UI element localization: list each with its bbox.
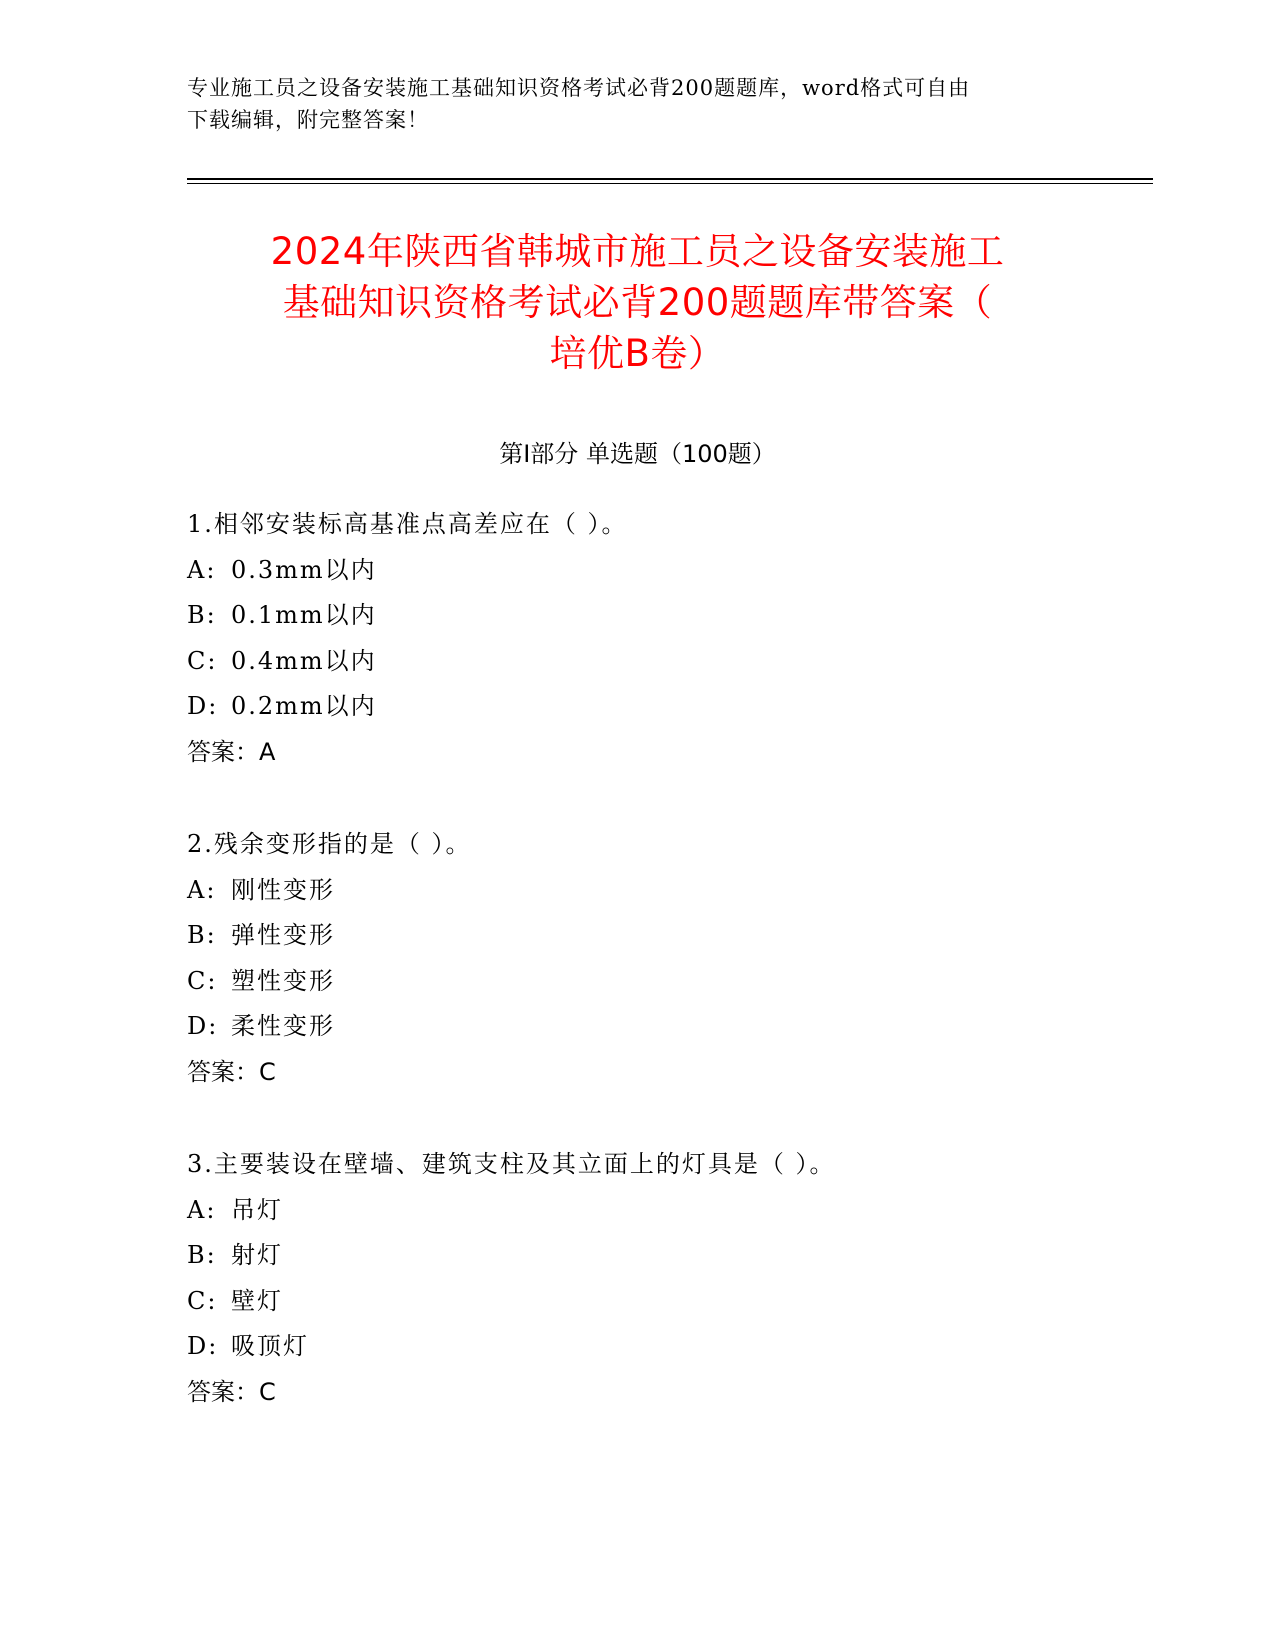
title-line-1: 2024年陕西省韩城市施工员之设备安装施工 bbox=[270, 230, 1005, 273]
option-letter: C: bbox=[187, 966, 218, 995]
option-letter: A: bbox=[187, 1195, 217, 1224]
option-c bbox=[187, 1279, 1187, 1325]
option-a bbox=[187, 1188, 1187, 1234]
header-note-line-2: 下载编辑，附完整答案！ bbox=[187, 108, 429, 132]
option-text: 0.1mm以内 bbox=[231, 601, 377, 629]
question-stem: 2.残余变形指的是（ ）。 bbox=[187, 830, 472, 858]
option-a bbox=[187, 548, 1187, 594]
answer-key: 答案：A bbox=[187, 737, 276, 766]
option-letter: B: bbox=[187, 601, 217, 629]
option-text: 0.4mm以内 bbox=[231, 646, 377, 675]
option-a bbox=[187, 868, 1187, 914]
header-note-line-1: 专业施工员之设备安装施工基础知识资格考试必背200题题库，word格式可自由 bbox=[187, 76, 971, 100]
question-3 bbox=[187, 1142, 1187, 1415]
section-heading: 第I部分 单选题（100题） bbox=[499, 440, 776, 468]
option-b bbox=[187, 913, 1187, 959]
option-c bbox=[187, 639, 1187, 685]
option-text: 吊灯 bbox=[231, 1195, 283, 1224]
option-d bbox=[187, 1004, 1187, 1050]
option-text: 壁灯 bbox=[231, 1286, 283, 1315]
option-d bbox=[187, 684, 1187, 730]
option-text: 0.3mm以内 bbox=[231, 555, 377, 584]
title-line-2: 基础知识资格考试必背200题题库带答案（ bbox=[282, 281, 993, 324]
option-text: 塑性变形 bbox=[231, 966, 335, 995]
document-title bbox=[150, 226, 1125, 379]
header-divider-thin bbox=[187, 183, 1153, 184]
option-text: 柔性变形 bbox=[231, 1012, 335, 1040]
option-letter: D: bbox=[187, 692, 219, 720]
option-letter: B: bbox=[187, 1241, 217, 1269]
option-b bbox=[187, 1233, 1187, 1279]
answer-key: 答案：C bbox=[187, 1057, 276, 1086]
option-letter: A: bbox=[187, 875, 217, 904]
option-d bbox=[187, 1324, 1187, 1370]
option-letter: C: bbox=[187, 1286, 218, 1315]
question-2 bbox=[187, 822, 1187, 1095]
option-text: 射灯 bbox=[231, 1241, 283, 1269]
title-line-3: 培优B卷） bbox=[549, 332, 726, 375]
question-1 bbox=[187, 502, 1187, 775]
option-text: 吸顶灯 bbox=[231, 1332, 309, 1360]
option-letter: D: bbox=[187, 1332, 219, 1360]
option-text: 0.2mm以内 bbox=[231, 692, 377, 720]
option-letter: B: bbox=[187, 921, 217, 949]
option-text: 刚性变形 bbox=[231, 875, 335, 904]
option-letter: D: bbox=[187, 1012, 219, 1040]
header-divider-thick bbox=[187, 178, 1153, 180]
option-c bbox=[187, 959, 1187, 1005]
option-b bbox=[187, 593, 1187, 639]
header-note bbox=[187, 72, 1087, 136]
option-text: 弹性变形 bbox=[231, 921, 335, 949]
option-letter: C: bbox=[187, 646, 218, 675]
answer-key: 答案：C bbox=[187, 1377, 276, 1406]
question-stem: 3.主要装设在壁墙、建筑支柱及其立面上的灯具是（ ）。 bbox=[187, 1150, 836, 1178]
question-stem: 1.相邻安装标高基准点高差应在（ ）。 bbox=[187, 510, 628, 538]
option-letter: A: bbox=[187, 555, 217, 584]
